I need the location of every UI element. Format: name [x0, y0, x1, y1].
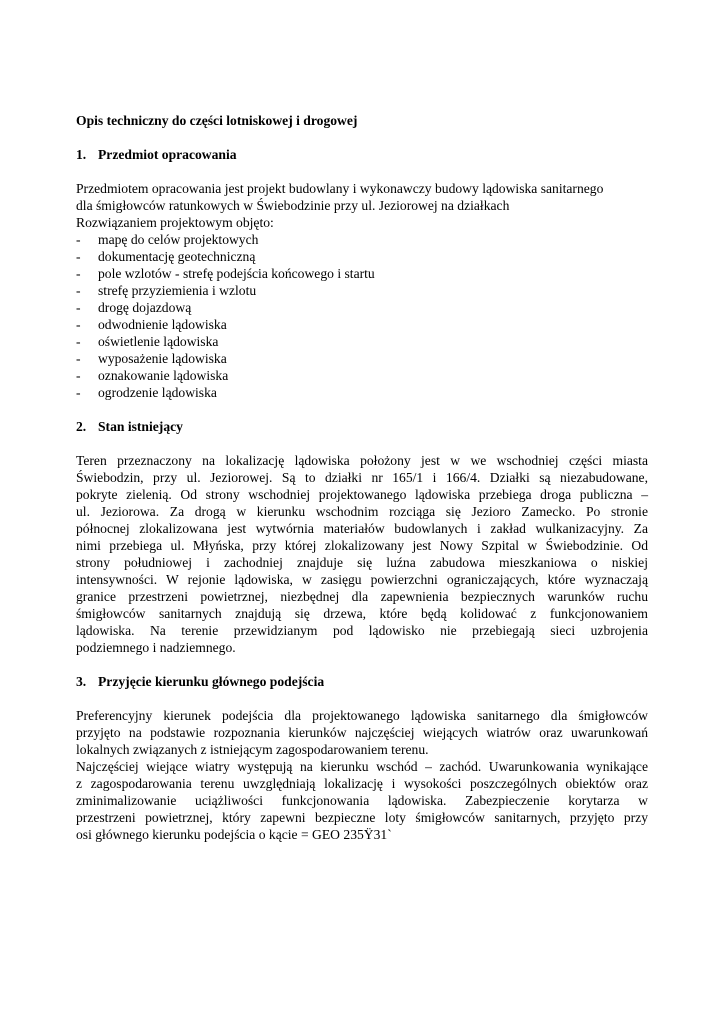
body-line: Teren przeznaczony na lokalizację lądowiska położony jest w we wschodniej części miasta	[76, 453, 648, 468]
list-item-text: oświetlenie lądowiska	[98, 334, 219, 349]
body-line: północnej zlokalizowana jest wytwórnia materiałów budowlanych i zakład wulkanizacyjny. Za	[76, 521, 648, 536]
list-item	[76, 299, 648, 316]
section-1-heading	[76, 146, 648, 163]
body-line: przyjęto na podstawie rozpoznania kierunków najczęściej wiejących wiatrów oraz uwarunkowań	[76, 725, 648, 740]
spacer	[76, 163, 648, 180]
body-line: zminimalizowanie uciążliwości funkcjonowania lądowiska. Zabezpieczenie korytarza w	[76, 793, 648, 808]
list-item	[76, 384, 648, 401]
body-line: lądowiska. Na terenie przewidzianym pod lądowisko nie przebiegają sieci uzbrojenia	[76, 623, 648, 638]
list-item	[76, 282, 648, 299]
intro-line: Przedmiotem opracowania jest projekt budowlany i wykonawczy budowy lądowiska sanitarnego	[76, 181, 604, 196]
list-dash: -	[76, 385, 81, 400]
list-dash: -	[76, 266, 81, 281]
list-dash: -	[76, 249, 81, 264]
section-3-heading	[76, 673, 648, 690]
spacer	[76, 401, 648, 418]
body-line: podziemnego i nadziemnego.	[76, 640, 236, 655]
list-item-text: wyposażenie lądowiska	[98, 351, 227, 366]
body-line: Preferencyjny kierunek podejścia dla projektowanego lądowiska sanitarnego dla śmigłowców	[76, 708, 648, 723]
list-dash: -	[76, 368, 81, 383]
list-item-text: odwodnienie lądowiska	[98, 317, 227, 332]
list-item	[76, 248, 648, 265]
list-dash: -	[76, 317, 81, 332]
list-item-text: strefę przyziemienia i wzlotu	[98, 283, 257, 298]
section-2-title: Stan istniejący	[98, 419, 183, 434]
body-line: przestrzeni powietrznej, który zapewni bezpieczne loty śmigłowców sanitarnych, przyjęto przy	[76, 810, 648, 825]
section-1-intro	[76, 180, 648, 231]
list-dash: -	[76, 300, 81, 315]
list-item	[76, 333, 648, 350]
list-dash: -	[76, 351, 81, 366]
scope-list	[76, 231, 648, 401]
body-line: ul. Jeziorowa. Za drogą w kierunku wschodnim rozciąga się Jezioro Zamecko. Po stronie	[76, 504, 648, 519]
list-item	[76, 316, 648, 333]
section-3-number: 3.	[76, 674, 87, 689]
section-2-body	[76, 452, 648, 656]
list-item	[76, 265, 648, 282]
intro-line: dla śmigłowców ratunkowych w Świebodzinie przy ul. Jeziorowej na działkach	[76, 198, 510, 213]
spacer	[76, 129, 648, 146]
list-item	[76, 350, 648, 367]
body-line: lokalnych związanych z istniejącym zagospodarowaniem terenu.	[76, 742, 429, 757]
section-1-title: Przedmiot opracowania	[98, 147, 237, 162]
section-3-title: Przyjęcie kierunku głównego podejścia	[98, 674, 325, 689]
document-page	[76, 112, 648, 843]
body-line: granice przestrzeni powietrznej, niezbędnej dla zapewnienia bezpiecznych warunków ruchu	[76, 589, 648, 604]
section-2-number: 2.	[76, 419, 87, 434]
list-item	[76, 367, 648, 384]
intro-line: Rozwiązaniem projektowym objęto:	[76, 215, 274, 230]
spacer	[76, 435, 648, 452]
list-item-text: oznakowanie lądowiska	[98, 368, 229, 383]
section-3-body	[76, 707, 648, 843]
body-line: pokryte zielenią. Od strony wschodniej projektowanego lądowiska przebiega droga publiczna –	[76, 487, 648, 502]
body-line: strony południowej i zachodniej znajduje się luźna zabudowa mieszkaniowa o niskiej	[76, 555, 648, 570]
body-line: osi głównego kierunku podejścia o kącie = GEO 235Ÿ31`	[76, 827, 392, 842]
body-line: Świebodzin, przy ul. Jeziorowej. Są to działki nr 165/1 i 166/4. Działki są niezabudowane,	[76, 470, 648, 485]
list-item-text: mapę do celów projektowych	[98, 232, 259, 247]
list-dash: -	[76, 283, 81, 298]
list-dash: -	[76, 232, 81, 247]
body-line: intensywności. W rejonie lądowiska, w zasięgu powierzchni ograniczających, które wyznaczają	[76, 572, 648, 587]
section-2-heading	[76, 418, 648, 435]
spacer	[76, 656, 648, 673]
list-item-text: dokumentację geotechniczną	[98, 249, 256, 264]
list-item-text: ogrodzenie lądowiska	[98, 385, 217, 400]
section-1-number: 1.	[76, 147, 87, 162]
body-line: z zagospodarowania terenu uwzględniają lokalizację i wysokości poszczególnych obiektów oraz	[76, 776, 648, 791]
list-item-text: pole wzlotów - strefę podejścia końcowego i startu	[98, 266, 375, 281]
list-dash: -	[76, 334, 81, 349]
body-line: nimi przebiega ul. Młyńska, przy której zlokalizowany jest Nowy Szpital w Świebodzinie. Od	[76, 538, 648, 553]
body-line: Najczęściej wiejące wiatry występują na kierunku wschód – zachód. Uwarunkowania wynikające	[76, 759, 648, 774]
body-line: śmigłowców sanitarnych znajdują się drzewa, które będą kolidować z funkcjonowaniem	[76, 606, 648, 621]
document-title: Opis techniczny do części lotniskowej i drogowej	[76, 113, 358, 128]
list-item-text: drogę dojazdową	[98, 300, 192, 315]
list-item	[76, 231, 648, 248]
spacer	[76, 690, 648, 707]
